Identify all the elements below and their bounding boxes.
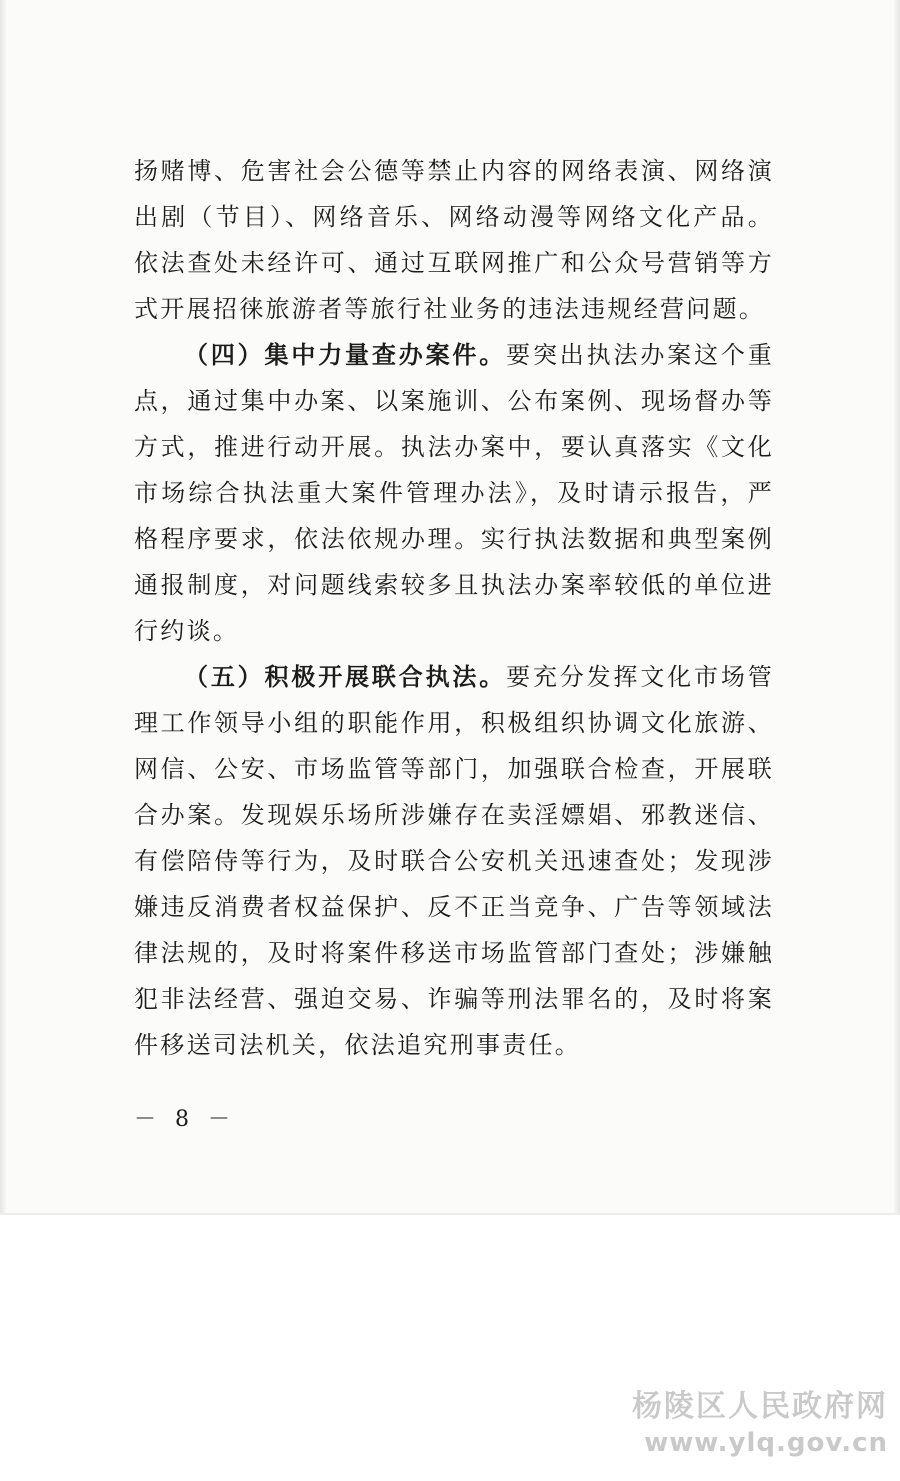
paragraph-section-5 [134, 654, 774, 1068]
paragraph-text: 要突出执法办案这个重点，通过集中办案、以案施训、公布案例、现场督办等方式，推进行动开展。执法办案中，要认真落实《文化市场综合执法重大案件管理办法》，及时请示报告，严格程序要求，依法依规办理。实行执法数据和典型案例通报制度，对问题线索较多且执法办案率较低的单位进行约谈。 [134, 341, 774, 645]
paragraph-continuation [134, 148, 774, 332]
page-bottom-edge [0, 1213, 900, 1215]
paragraph-section-4 [134, 332, 774, 654]
paragraph-text: 要充分发挥文化市场管理工作领导小组的职能作用，积极组织协调文化旅游、网信、公安、市场监管等部门，加强联合检查，开展联合办案。发现娱乐场所涉嫌存在卖淫嫖娼、邪教迷信、有偿陪侍等行为，及时联合公安机关迅速查处；发现涉嫌违反消费者权益保护、反不正当竞争、广告等领域法律法规的，及时将案件移送市场监管部门查处；涉嫌触犯非法经营、强迫交易、诈骗等刑法罪名的，及时将案件移送司法机关，依法追究刑事责任。 [134, 663, 774, 1059]
site-watermark [632, 1388, 888, 1460]
page-right-edge [894, 0, 900, 1215]
watermark-url: www.ylq.gov.cn [644, 1428, 888, 1458]
document-body [134, 148, 774, 1068]
watermark-title: 杨陵区人民政府网 [632, 1389, 888, 1424]
section-heading: （五）积极开展联合执法。 [184, 662, 507, 691]
page-left-edge [0, 0, 6, 1215]
section-heading: （四）集中力量查办案件。 [184, 340, 507, 369]
paragraph-text: 扬赌博、危害社会公德等禁止内容的网络表演、网络演出剧（节目）、网络音乐、网络动漫等网络文化产品。依法查处未经许可、通过互联网推广和公众号营销等方式开展招徕旅游者等旅行社业务的违法违规经营问题。 [134, 157, 774, 323]
page-number: － 8 － [134, 1107, 236, 1132]
